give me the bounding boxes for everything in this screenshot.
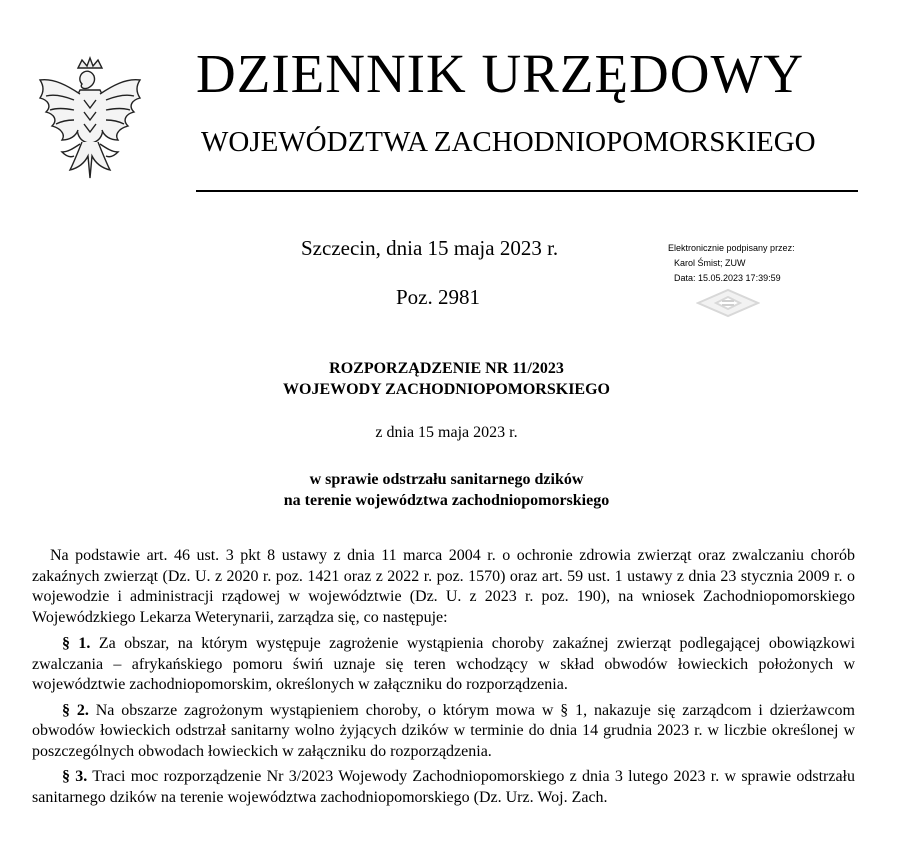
paragraph-3 xyxy=(32,767,855,808)
act-date: z dnia 15 maja 2023 r. xyxy=(375,424,518,441)
paragraph-number: § 3. xyxy=(62,768,88,785)
paragraph-text: Traci moc rozporządzenie Nr 3/2023 Wojewody Zachodniopomorskiego z dnia 3 lutego 2023 r. w sprawie odstrzału sanitarnego dzików na terenie województwa zachodniopomorskiego (Dz. Urz. Woj. Zach. xyxy=(32,768,856,806)
paragraph-number: § 2. xyxy=(62,701,89,719)
act-title xyxy=(0,358,893,400)
publication-position: Poz. 2981 xyxy=(396,285,480,309)
paragraph-number: § 1. xyxy=(62,635,91,652)
header-divider xyxy=(196,190,858,192)
act-subject xyxy=(0,469,893,511)
act-title-line-2: WOJEWODY ZACHODNIOPOMORSKIEGO xyxy=(283,381,610,398)
paragraph-text: Za obszar, na którym występuje zagrożenie wystąpienia choroby zakaźnej zwierząt podlegającej obowiązkowi zwalczania – afrykańskiego pomoru świń uznaje się teren wchodzący w skład obwodów łowieckich położonych w województwie zachodniopomorskim, określonych w załączniku do rozporządzenia. xyxy=(32,635,856,693)
e-signature-logo-icon xyxy=(696,288,760,318)
preamble-paragraph: Na podstawie art. 46 ust. 3 pkt 8 ustawy z dnia 11 marca 2004 r. o ochronie zdrowia zwierząt oraz zwalczaniu chorób zakaźnych zwierząt (Dz. U. z 2020 r. poz. 1421 oraz z 2022 r. poz. 1570) oraz art. 59 ust. 1 ustawy z dnia 23 stycznia 2009 r. o wojewodzie i administracji rządowej w województwie (Dz. U. z 2023 r. poz. 190), na wniosek Zachodniopomorskiego Wojewódzkiego Lekarza Weterynarii, zarządza się, co następuje: xyxy=(32,547,855,626)
document-body xyxy=(32,546,855,813)
signature-label: Elektronicznie podpisany przez: xyxy=(668,243,795,253)
polish-eagle-emblem-icon xyxy=(34,56,146,196)
signature-signer: Karol Śmist; ZUW xyxy=(674,258,746,268)
paragraph-1 xyxy=(32,634,855,696)
act-subject-line-1: w sprawie odstrzału sanitarnego dzików xyxy=(309,471,584,488)
paragraph-text: Na obszarze zagrożonym wystąpieniem choroby, o którym mowa w § 1, nakazuje się zarządcom i dzierżawcom obwodów łowieckich odstrzał sanitarny wolno żyjących dzików w terminie do dnia 14 grudnia 2023 r. w liczbie określonej w poszczególnych obwodach łowieckich w załączniku do rozporządzenia. xyxy=(32,701,856,760)
journal-title: DZIENNIK URZĘDOWY xyxy=(196,43,805,104)
journal-subtitle: WOJEWÓDZTWA ZACHODNIOPOMORSKIEGO xyxy=(201,126,816,158)
signature-date: Data: 15.05.2023 17:39:59 xyxy=(674,273,781,283)
act-title-line-1: ROZPORZĄDZENIE NR 11/2023 xyxy=(329,360,564,377)
electronic-signature-block xyxy=(668,241,795,286)
paragraph-2 xyxy=(32,701,855,763)
act-subject-line-2: na terenie województwa zachodniopomorskiego xyxy=(283,492,610,509)
publication-place-date: Szczecin, dnia 15 maja 2023 r. xyxy=(301,236,559,260)
